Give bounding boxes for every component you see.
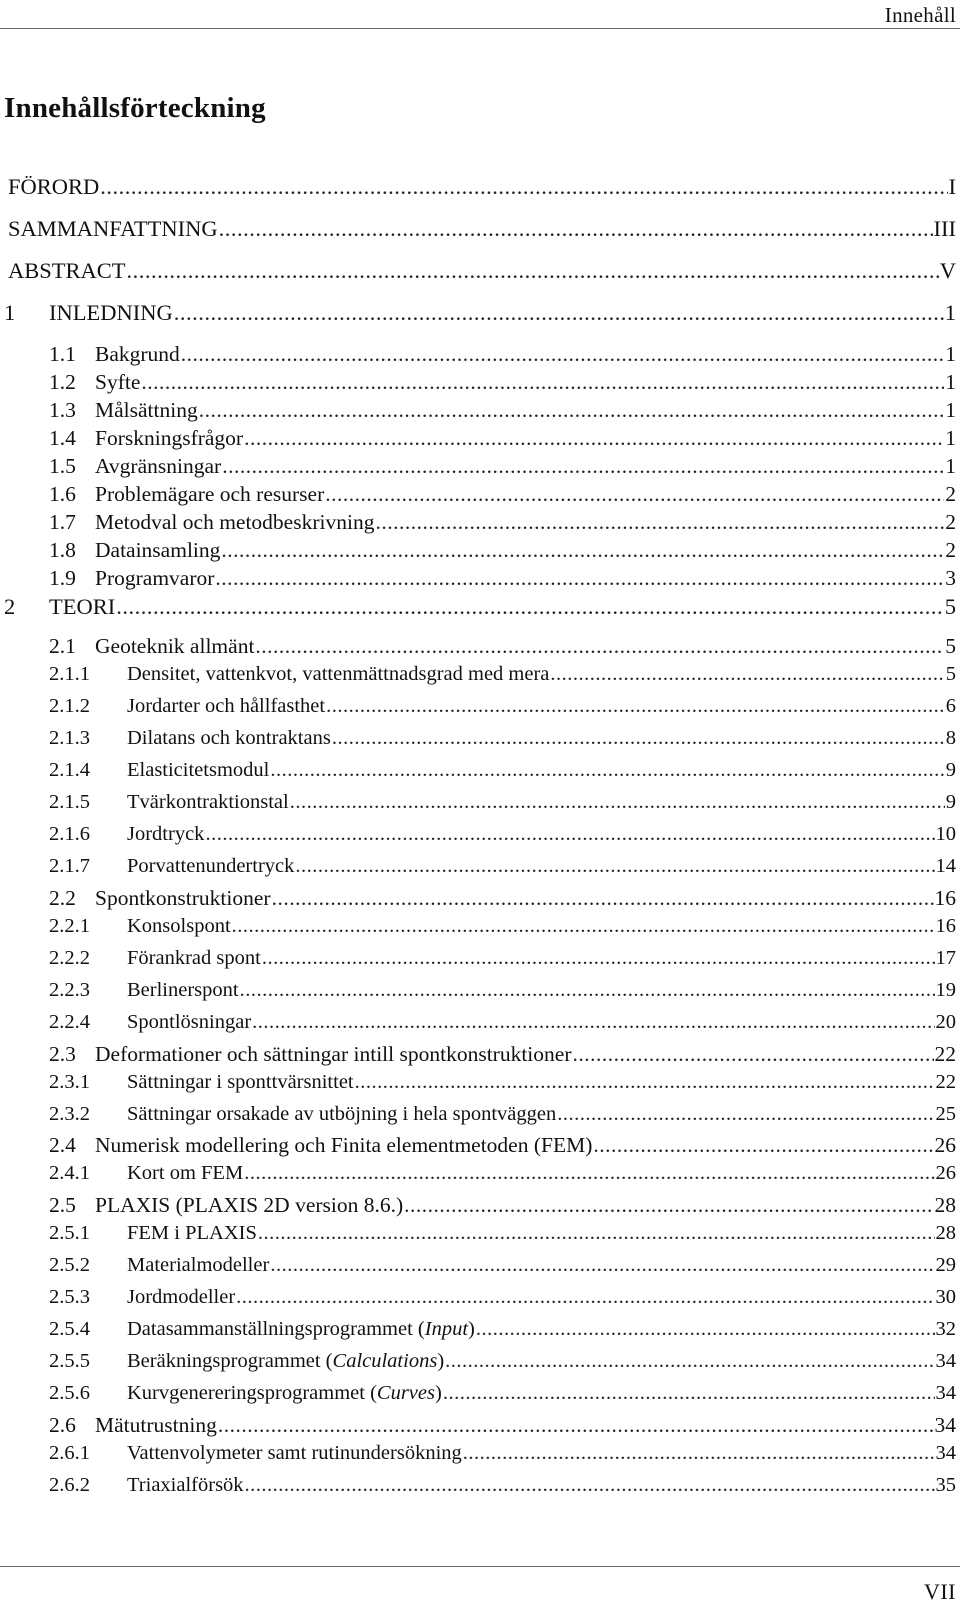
toc-entry-label: Densitet, vattenkvot, vattenmättnadsgrad med mera xyxy=(127,663,550,685)
toc-entry-label: Metodval och metodbeskrivning xyxy=(95,510,375,534)
toc-entry-number: 1.3 xyxy=(49,398,76,422)
toc-entry-label: Numerisk modellering och Finita elementmetoden (FEM) xyxy=(95,1133,593,1157)
toc-entry-number: 2.5.6 xyxy=(49,1382,90,1404)
toc-entry-label: PLAXIS (PLAXIS 2D version 8.6.) xyxy=(95,1193,404,1217)
toc-entry-label: Berlinerspont xyxy=(127,979,239,1001)
toc-entry-label: SAMMANFATTNING xyxy=(8,216,218,241)
toc-dot-leader xyxy=(116,596,944,619)
toc-dot-leader xyxy=(181,344,944,366)
toc-dot-leader xyxy=(221,540,944,562)
toc-dot-leader xyxy=(375,512,944,534)
toc-entry[interactable] xyxy=(0,456,960,478)
toc-entry-page: 30 xyxy=(935,1286,956,1308)
page-title: Innehållsförteckning xyxy=(4,92,266,124)
toc-entry-page: 2 xyxy=(945,510,956,534)
toc-entry-label: Beräkningsprogrammet (Calculations) xyxy=(127,1350,445,1372)
toc-entry[interactable] xyxy=(0,176,960,199)
toc-entry[interactable] xyxy=(0,856,960,877)
toc-entry-number: 1.7 xyxy=(49,510,76,534)
toc-entry-label: Tvärkontraktionstal xyxy=(127,791,289,813)
toc-entry-page: 28 xyxy=(935,1222,956,1244)
toc-dot-leader xyxy=(252,1012,934,1033)
toc-entry[interactable] xyxy=(0,888,960,910)
toc-entry-label: Jordarter och hållfasthet xyxy=(127,695,326,717)
toc-entry-page: 5 xyxy=(945,634,956,658)
toc-entry-number: 1.2 xyxy=(49,370,76,394)
toc-entry-page: 16 xyxy=(934,886,956,910)
toc-entry[interactable] xyxy=(0,1044,960,1066)
toc-entry[interactable] xyxy=(0,540,960,562)
toc-entry-number: 2.2 xyxy=(49,886,76,910)
toc-entry-label: Porvattenundertryck xyxy=(127,855,295,877)
toc-entry-page: 29 xyxy=(935,1254,956,1276)
toc-entry-label: INLEDNING xyxy=(49,300,173,325)
toc-entry-page: 9 xyxy=(945,759,956,781)
toc-entry-page: 22 xyxy=(935,1071,956,1093)
toc-dot-leader xyxy=(222,456,944,478)
toc-entry-page: 8 xyxy=(945,727,956,749)
toc-entry-label: Spontlösningar xyxy=(127,1011,252,1033)
toc-entry-page: 1 xyxy=(945,342,956,366)
toc-entry-page: 1 xyxy=(945,370,956,394)
toc-entry-page: 2 xyxy=(945,482,956,506)
toc-entry-number: 2.5 xyxy=(49,1193,76,1217)
toc-entry-label: Vattenvolymeter samt rutinundersökning xyxy=(127,1442,462,1464)
toc-entry-page: 20 xyxy=(935,1011,956,1033)
toc-entry-number: 2.1.2 xyxy=(49,695,90,717)
toc-entry[interactable] xyxy=(0,1475,960,1496)
toc-entry-page: 19 xyxy=(935,979,956,1001)
toc-dot-leader xyxy=(463,1443,935,1464)
toc-entry[interactable] xyxy=(0,1255,960,1276)
toc-entry[interactable] xyxy=(0,1287,960,1308)
toc-entry-label: Bakgrund xyxy=(95,342,180,366)
toc-dot-leader xyxy=(326,696,945,717)
toc-entry-label: Programvaror xyxy=(95,566,215,590)
toc-entry-number: 1.1 xyxy=(49,342,76,366)
toc-entry-page: 9 xyxy=(945,791,956,813)
toc-entry-page: 1 xyxy=(945,398,956,422)
toc-entry-label: Målsättning xyxy=(95,398,198,422)
toc-dot-leader xyxy=(205,824,934,845)
toc-entry[interactable] xyxy=(0,728,960,749)
toc-entry-page: 2 xyxy=(945,538,956,562)
toc-entry-number: 2.1.1 xyxy=(49,663,90,685)
toc-dot-leader xyxy=(355,1072,935,1093)
toc-entry[interactable] xyxy=(0,636,960,658)
toc-entry[interactable] xyxy=(0,916,960,937)
toc-dot-leader xyxy=(215,568,944,590)
toc-entry[interactable] xyxy=(0,372,960,394)
toc-entry-number: 2.3 xyxy=(49,1042,76,1066)
toc-entry[interactable] xyxy=(0,260,960,283)
toc-entry-page: 26 xyxy=(934,1133,956,1157)
toc-entry-label: Avgränsningar xyxy=(95,454,222,478)
toc-entry-page: 6 xyxy=(945,695,956,717)
toc-entry-page: 35 xyxy=(935,1474,956,1496)
toc-entry-page: 34 xyxy=(935,1382,956,1404)
toc-entry-number: 2.1 xyxy=(49,634,76,658)
toc-entry-number: 1.5 xyxy=(49,454,76,478)
toc-dot-leader xyxy=(244,1163,934,1184)
toc-dot-leader xyxy=(557,1104,934,1125)
toc-entry-label: Syfte xyxy=(95,370,141,394)
toc-entry-label: Forskningsfrågor xyxy=(95,426,244,450)
toc-entry-label: TEORI xyxy=(49,594,116,619)
toc-entry[interactable] xyxy=(0,1351,960,1372)
toc-entry-number: 2.2.1 xyxy=(49,915,90,937)
toc-entry[interactable] xyxy=(0,1383,960,1404)
toc-dot-leader xyxy=(141,372,944,394)
toc-dot-leader xyxy=(232,916,935,937)
page-number: VII xyxy=(923,1579,956,1604)
toc-entry-number: 2.6.2 xyxy=(49,1474,90,1496)
toc-entry-page: 14 xyxy=(935,855,956,877)
toc-dot-leader xyxy=(218,1415,934,1437)
toc-entry[interactable] xyxy=(0,1443,960,1464)
toc-dot-leader xyxy=(255,636,944,658)
toc-entry-number: 2.3.2 xyxy=(49,1103,90,1125)
toc-entry[interactable] xyxy=(0,344,960,366)
toc-entry-label: Förankrad spont xyxy=(127,947,261,969)
toc-entry-number: 2.1.5 xyxy=(49,791,90,813)
toc-entry-page: I xyxy=(948,174,956,199)
toc-entry-page: 10 xyxy=(935,823,956,845)
toc-entry-page: 1 xyxy=(945,426,956,450)
toc-entry-label: Geoteknik allmänt xyxy=(95,634,255,658)
toc-dot-leader xyxy=(100,176,947,199)
toc-entry-page: 1 xyxy=(944,300,956,325)
toc-entry-page: 16 xyxy=(935,915,956,937)
toc-dot-leader xyxy=(325,484,944,506)
toc-dot-leader xyxy=(295,856,934,877)
toc-entry-page: 34 xyxy=(935,1442,956,1464)
toc-dot-leader xyxy=(404,1195,933,1217)
toc-entry-label: Materialmodeller xyxy=(127,1254,270,1276)
toc-entry-label: Spontkonstruktioner xyxy=(95,886,271,910)
toc-entry-label: FEM i PLAXIS xyxy=(127,1222,257,1244)
toc-entry[interactable] xyxy=(0,1012,960,1033)
toc-entry-number: 1.8 xyxy=(49,538,76,562)
toc-dot-leader xyxy=(272,888,934,910)
toc-entry-number: 2.4.1 xyxy=(49,1162,90,1184)
toc-entry[interactable] xyxy=(0,1163,960,1184)
toc-entry-number: 2.5.5 xyxy=(49,1350,90,1372)
toc-dot-leader xyxy=(262,948,935,969)
toc-entry-number: 1.6 xyxy=(49,482,76,506)
toc-entry-page: 22 xyxy=(934,1042,956,1066)
toc-entry-label: Mätutrustning xyxy=(95,1413,217,1437)
toc-entry-number: 2.5.3 xyxy=(49,1286,90,1308)
toc-entry-page: 28 xyxy=(934,1193,956,1217)
toc-entry[interactable] xyxy=(0,302,960,325)
toc-entry-page: 5 xyxy=(945,663,956,685)
toc-entry-number: 2.6 xyxy=(49,1413,76,1437)
toc-entry-label: Triaxialförsök xyxy=(127,1474,244,1496)
toc-entry-page: V xyxy=(939,258,956,283)
toc-entry[interactable] xyxy=(0,1415,960,1437)
toc-entry-number: 2.1.3 xyxy=(49,727,90,749)
toc-entry-page: 1 xyxy=(945,454,956,478)
toc-dot-leader xyxy=(219,218,933,241)
toc-entry-number: 2.2.2 xyxy=(49,947,90,969)
toc-entry[interactable] xyxy=(0,218,960,241)
toc-entry-page: 26 xyxy=(935,1162,956,1184)
toc-entry-number: 1.9 xyxy=(49,566,76,590)
toc-dot-leader xyxy=(245,1475,935,1496)
toc-entry[interactable] xyxy=(0,428,960,450)
toc-dot-leader xyxy=(270,1255,934,1276)
toc-entry-label: Dilatans och kontraktans xyxy=(127,727,331,749)
toc-dot-leader xyxy=(476,1319,935,1340)
toc-entry-label: Sättningar i sponttvärsnittet xyxy=(127,1071,354,1093)
toc-dot-leader xyxy=(270,760,944,781)
toc-entry-label: Konsolspont xyxy=(127,915,231,937)
toc-dot-leader xyxy=(244,428,944,450)
toc-entry[interactable] xyxy=(0,512,960,534)
toc-entry-number: 2.5.1 xyxy=(49,1222,90,1244)
toc-entry-label: Jordtryck xyxy=(127,823,205,845)
toc-entry[interactable] xyxy=(0,760,960,781)
toc-entry-number: 2.5.2 xyxy=(49,1254,90,1276)
toc-entry-number: 2 xyxy=(4,594,16,619)
toc-entry-number: 2.2.3 xyxy=(49,979,90,1001)
toc-dot-leader xyxy=(573,1044,934,1066)
toc-entry[interactable] xyxy=(0,792,960,813)
toc-entry-label: Datasammanställningsprogrammet (Input) xyxy=(127,1318,475,1340)
toc-dot-leader xyxy=(127,260,939,283)
toc-dot-leader xyxy=(290,792,945,813)
toc-entry-label: Deformationer och sättningar intill spontkonstruktioner xyxy=(95,1042,572,1066)
toc-entry[interactable] xyxy=(0,596,960,619)
toc-dot-leader xyxy=(550,664,944,685)
toc-entry-number: 2.1.4 xyxy=(49,759,90,781)
toc-entry-number: 1.4 xyxy=(49,426,76,450)
toc-entry-label: Jordmodeller xyxy=(127,1286,236,1308)
toc-entry-page: III xyxy=(933,216,956,241)
toc-dot-leader xyxy=(258,1223,935,1244)
toc-entry-page: 34 xyxy=(935,1350,956,1372)
toc-entry-label: Sättningar orsakade av utböjning i hela spontväggen xyxy=(127,1103,557,1125)
toc-entry[interactable] xyxy=(0,568,960,590)
toc-dot-leader xyxy=(199,400,945,422)
toc-entry-page: 3 xyxy=(945,566,956,590)
toc-entry-number: 2.5.4 xyxy=(49,1318,90,1340)
toc-entry-label: FÖRORD xyxy=(8,174,100,199)
toc-entry-label: Problemägare och resurser xyxy=(95,482,325,506)
toc-dot-leader xyxy=(593,1135,933,1157)
toc-entry-label: Kurvgenereringsprogrammet (Curves) xyxy=(127,1382,442,1404)
toc-entry-page: 17 xyxy=(935,947,956,969)
toc-entry[interactable] xyxy=(0,948,960,969)
toc-entry-number: 2.3.1 xyxy=(49,1071,90,1093)
toc-entry[interactable] xyxy=(0,696,960,717)
toc-entry[interactable] xyxy=(0,484,960,506)
toc-entry-number: 2.4 xyxy=(49,1133,76,1157)
page-footer xyxy=(0,1566,960,1613)
toc-entry[interactable] xyxy=(0,980,960,1001)
toc-entry-label: Kort om FEM xyxy=(127,1162,244,1184)
toc-entry[interactable] xyxy=(0,1195,960,1217)
toc-dot-leader xyxy=(174,302,944,325)
toc-entry[interactable] xyxy=(0,1135,960,1157)
toc-entry-page: 34 xyxy=(934,1413,956,1437)
toc-entry-label: ABSTRACT xyxy=(8,258,126,283)
toc-entry-page: 5 xyxy=(944,594,956,619)
toc-entry-number: 2.1.7 xyxy=(49,855,90,877)
toc-entry[interactable] xyxy=(0,1072,960,1093)
toc-entry-number: 1 xyxy=(4,300,16,325)
toc-entry[interactable] xyxy=(0,1319,960,1340)
toc-entry-page: 32 xyxy=(935,1318,956,1340)
toc-entry-number: 2.1.6 xyxy=(49,823,90,845)
toc-dot-leader xyxy=(240,980,935,1001)
toc-entry-label: Elasticitetsmodul xyxy=(127,759,270,781)
toc-entry-label: Datainsamling xyxy=(95,538,221,562)
toc-entry[interactable] xyxy=(0,1223,960,1244)
toc-entry-page: 25 xyxy=(935,1103,956,1125)
toc-entry[interactable] xyxy=(0,1104,960,1125)
toc-dot-leader xyxy=(236,1287,934,1308)
toc-dot-leader xyxy=(443,1383,935,1404)
toc-entry-number: 2.2.4 xyxy=(49,1011,90,1033)
toc-dot-leader xyxy=(332,728,945,749)
running-header-title: Innehåll xyxy=(884,3,956,27)
toc-entry[interactable] xyxy=(0,400,960,422)
toc-entry-number: 2.6.1 xyxy=(49,1442,90,1464)
toc-dot-leader xyxy=(445,1351,934,1372)
toc-entry[interactable] xyxy=(0,664,960,685)
toc-entry[interactable] xyxy=(0,824,960,845)
